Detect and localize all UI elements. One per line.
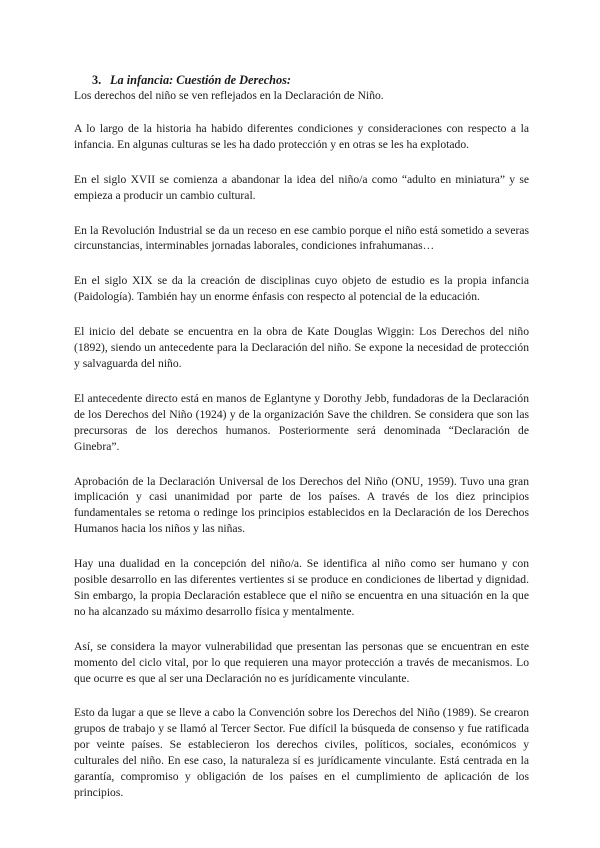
paragraph-siglo-xvii: En el siglo XVII se comienza a abandonar la idea del niño/a como “adulto en miniatura” y se empieza a producir un cambio cultural. (74, 172, 529, 202)
paragraph-convencion-1989: Esto da lugar a que se lleve a cabo la Convención sobre los Derechos del Niño (1989). Se crearon grupos de trabajo y se llamó al Tercer Sector. Fue difícil la búsqueda de consenso y fue ratificada por veinte países. Se establecieron los derechos civiles, políticos, sociales, económicos y culturales del niño. En ese caso, la naturaleza sí es jurídicamente vinculante. Está centrada en la garantía, compromiso y obligación de los países en el cumplimiento de aplicación de los principios. (74, 706, 529, 799)
paragraph-vulnerabilidad: Así, se considera la mayor vulnerabilidad que presentan las personas que se encuentran en este momento del ciclo vital, por lo que requieren una mayor protección a través de mecanismos. Lo que ocurre es que al ser una Declaración no es jurídicamente vinculante. (74, 639, 529, 685)
paragraph-history: A lo largo de la historia ha habido diferentes condiciones y consideraciones con respecto a la infancia. En algunas culturas se les ha dado protección y en otras se les ha explotado. (74, 121, 529, 151)
paragraph-revolucion-industrial: En la Revolución Industrial se da un receso en ese cambio porque el niño está sometido a severas circunstancias, interminables jornadas laborales, condiciones infrahumanas… (74, 223, 529, 253)
paragraph-intro: Los derechos del niño se ven reflejados en la Declaración de Niño. (74, 89, 384, 102)
paragraph-siglo-xix: En el siglo XIX se da la creación de disciplinas cuyo objeto de estudio es la propia infancia (Paidología). También hay un enorme énfasis con respecto al potencial de la educación. (74, 274, 529, 304)
paragraph-onu-1959: Aprobación de la Declaración Universal de los Derechos del Niño (ONU, 1959). Tuvo una gran implicación y casi unanimidad por parte de los países. A través de los diez principios fundamentales se retoma o redinge los principios establecidos en la Declaración de los Derechos Humanos hacia los niños y las niñas. (74, 474, 529, 536)
section-heading (74, 72, 529, 88)
paragraph-dualidad: Hay una dualidad en la concepción del niño/a. Se identifica al niño como ser humano y con posible desarrollo en las diferentes vertientes si se produce en condiciones de libertad y dignidad. Sin embargo, la propia Declaración establece que el niño se encuentra en una situación en la que no ha alcanzado su máximo desarrollo física y mentalmente. (74, 557, 529, 618)
paragraph-kate-douglas-wiggin: El inicio del debate se encuentra en la obra de Kate Douglas Wiggin: Los Derechos del niño (1892), siendo un antecedente para la Declaración del niño. Se expone la necesidad de protección y salvaguarda del niño. (74, 325, 529, 370)
document-page (74, 72, 529, 820)
section-title: La infancia: Cuestión de Derechos: (110, 73, 292, 87)
paragraph-jebb: El antecedente directo está en manos de Eglantyne y Dorothy Jebb, fundadoras de la Declaración de los Derechos del Niño (1924) y de la organización Save the children. Se considera que son las precursoras de los derechos humanos. Posteriormente será denominada “Declaración de Ginebra”. (74, 391, 529, 453)
section-number: 3. (92, 73, 102, 87)
